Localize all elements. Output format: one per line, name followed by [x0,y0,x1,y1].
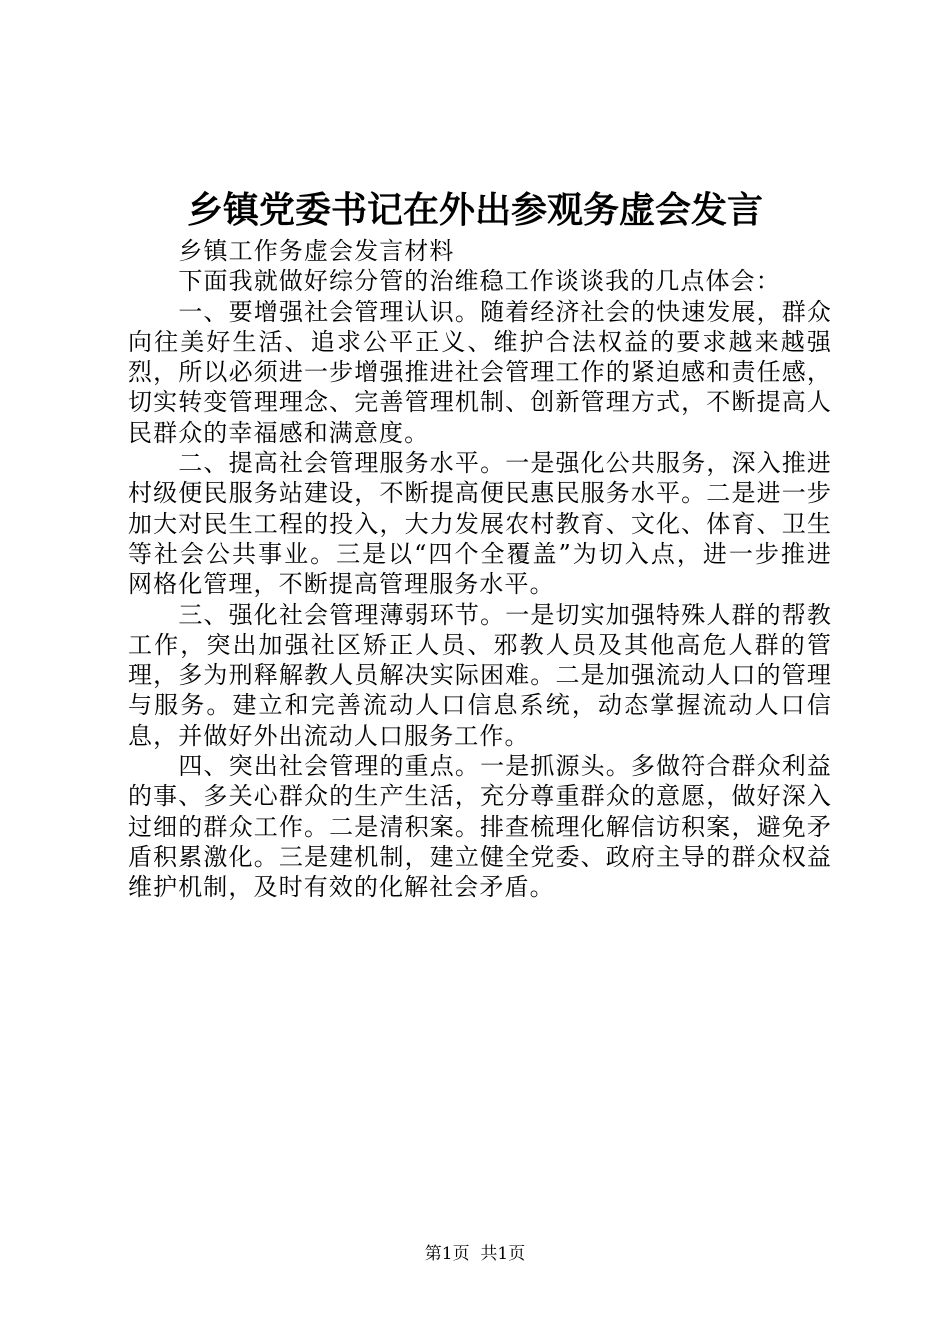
paragraph-point-4: 四、突出社会管理的重点。一是抓源头。多做符合群众利益的事、多关心群众的生产生活，充分尊重群众的意愿，做好深入过细的群众工作。二是清积案。排查梳理化解信访积案，避免矛盾积累激化。三是建机制，建立健全党委、政府主导的群众权益维护机制，及时有效的化解社会矛盾。 [128,752,832,902]
document-body [128,236,832,903]
document-title: 乡镇党委书记在外出参观务虚会发言 [186,189,763,231]
paragraph-point-1: 一、要增强社会管理认识。随着经济社会的快速发展，群众向往美好生活、追求公平正义、维护合法权益的要求越来越强烈，所以必须进一步增强推进社会管理工作的紧迫感和责任感，切实转变管理理念、完善管理机制、创新管理方式，不断提高人民群众的幸福感和满意度。 [128,297,832,447]
paragraph-point-3: 三、强化社会管理薄弱环节。一是切实加强特殊人群的帮教工作，突出加强社区矫正人员、邪教人员及其他高危人群的管理，多为刑释解教人员解决实际困难。二是加强流动人口的管理与服务。建立和完善流动人口信息系统，动态掌握流动人口信息，并做好外出流动人口服务工作。 [128,600,832,750]
page-number: 第1页 [424,1244,470,1264]
page-total: 共1页 [480,1244,526,1264]
paragraph-point-2: 二、提高社会管理服务水平。一是强化公共服务，深入推进村级便民服务站建设，不断提高便民惠民服务水平。二是进一步加大对民生工程的投入，大力发展农村教育、文化、体育、卫生等社会公共事业。三是以“四个全覆盖”为切入点，进一步推进网格化管理，不断提高管理服务水平。 [128,449,832,599]
page-footer [0,1242,950,1266]
paragraph-intro: 下面我就做好综分管的治维稳工作谈谈我的几点体会： [178,267,781,296]
paragraph-subtitle: 乡镇工作务虚会发言材料 [178,237,455,265]
